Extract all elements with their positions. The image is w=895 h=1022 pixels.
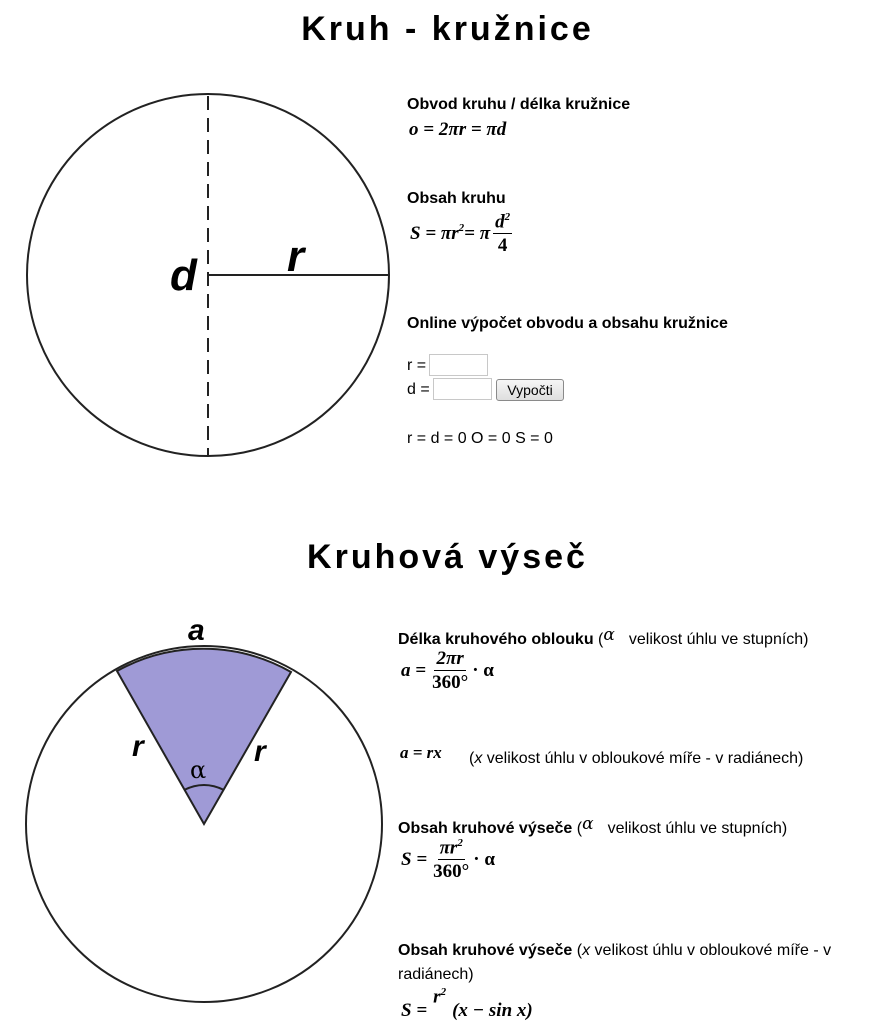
r-input[interactable] bbox=[429, 354, 488, 376]
d-input[interactable] bbox=[433, 378, 492, 400]
diagram-label-d: d bbox=[170, 251, 197, 300]
area-formula-mid: = π bbox=[464, 223, 491, 245]
page-title-sector: Kruhová výseč bbox=[307, 538, 588, 576]
page-title-circle: Kruh - kružnice bbox=[301, 10, 594, 48]
area-formula-lhs: S = πr bbox=[410, 223, 459, 245]
sector-area-row: Obsah kruhové výseče (α velikost úhlu ve stupních) bbox=[398, 814, 788, 837]
arc-length-note: velikost úhlu ve stupních) bbox=[628, 631, 809, 648]
area-frac-den: 4 bbox=[497, 235, 508, 257]
sector-label-r-left: r bbox=[132, 730, 144, 763]
arc-length-formula: a = $\frac{2\pi r}{360^\circ}$ · α bbox=[401, 648, 494, 693]
sector-diagram bbox=[22, 608, 392, 1013]
perimeter-label: Obvod kruhu / délka kružnice bbox=[407, 96, 631, 113]
sector-label-r-right: r bbox=[254, 735, 266, 768]
sector-area-formula: S = $\frac{\pi r^2}{360^\circ}$ · α bbox=[401, 837, 495, 883]
calculator-result: r = d = 0 O = 0 S = 0 bbox=[407, 430, 553, 447]
sector-area-rad-formula: S = $r^2$ (x − sin x) bbox=[401, 986, 533, 1021]
arc-length-row: Délka kruhového oblouku (α velikost úhlu ve stupních) bbox=[398, 625, 809, 648]
arc-rad-note: (x velikost úhlu v obloukové míře - v radiánech) bbox=[469, 750, 804, 767]
calculator-heading: Online výpočet obvodu a obsahu kružnice bbox=[407, 315, 728, 332]
area-frac-num: d bbox=[495, 211, 505, 233]
d-label: d = bbox=[407, 381, 430, 398]
sector-area-label: Obsah kruhové výseče bbox=[398, 820, 573, 837]
perimeter-formula: o = 2πr = πd bbox=[409, 119, 507, 140]
sector-label-a: a bbox=[188, 614, 205, 647]
circle-diagram bbox=[22, 90, 397, 465]
area-label: Obsah kruhu bbox=[407, 190, 506, 207]
alpha-symbol: α bbox=[603, 625, 615, 645]
r-label: r = bbox=[407, 357, 427, 374]
alpha-symbol: α bbox=[582, 814, 594, 834]
sector-area-rad-row: Obsah kruhové výseče (x velikost úhlu v obloukové míře - v radiánech) bbox=[398, 942, 832, 983]
calculate-button[interactable]: Vypočti bbox=[496, 379, 564, 401]
area-fraction bbox=[493, 212, 512, 256]
arc-frac-den: 360° bbox=[432, 671, 469, 693]
area-frac-num-exp: 2 bbox=[504, 211, 511, 223]
arc-length-label: Délka kruhového oblouku bbox=[398, 631, 594, 648]
sector-area-note: velikost úhlu ve stupních) bbox=[607, 820, 788, 837]
sector-label-alpha: α bbox=[190, 756, 207, 784]
diagram-label-r: r bbox=[287, 232, 305, 281]
arc-frac-num: 2πr bbox=[436, 648, 464, 669]
area-formula bbox=[410, 212, 512, 256]
arc-rad-formula: a = rx bbox=[400, 743, 442, 762]
area-formula-exp: 2 bbox=[458, 222, 465, 234]
sector-area-rad-label: Obsah kruhové výseče bbox=[398, 942, 573, 959]
